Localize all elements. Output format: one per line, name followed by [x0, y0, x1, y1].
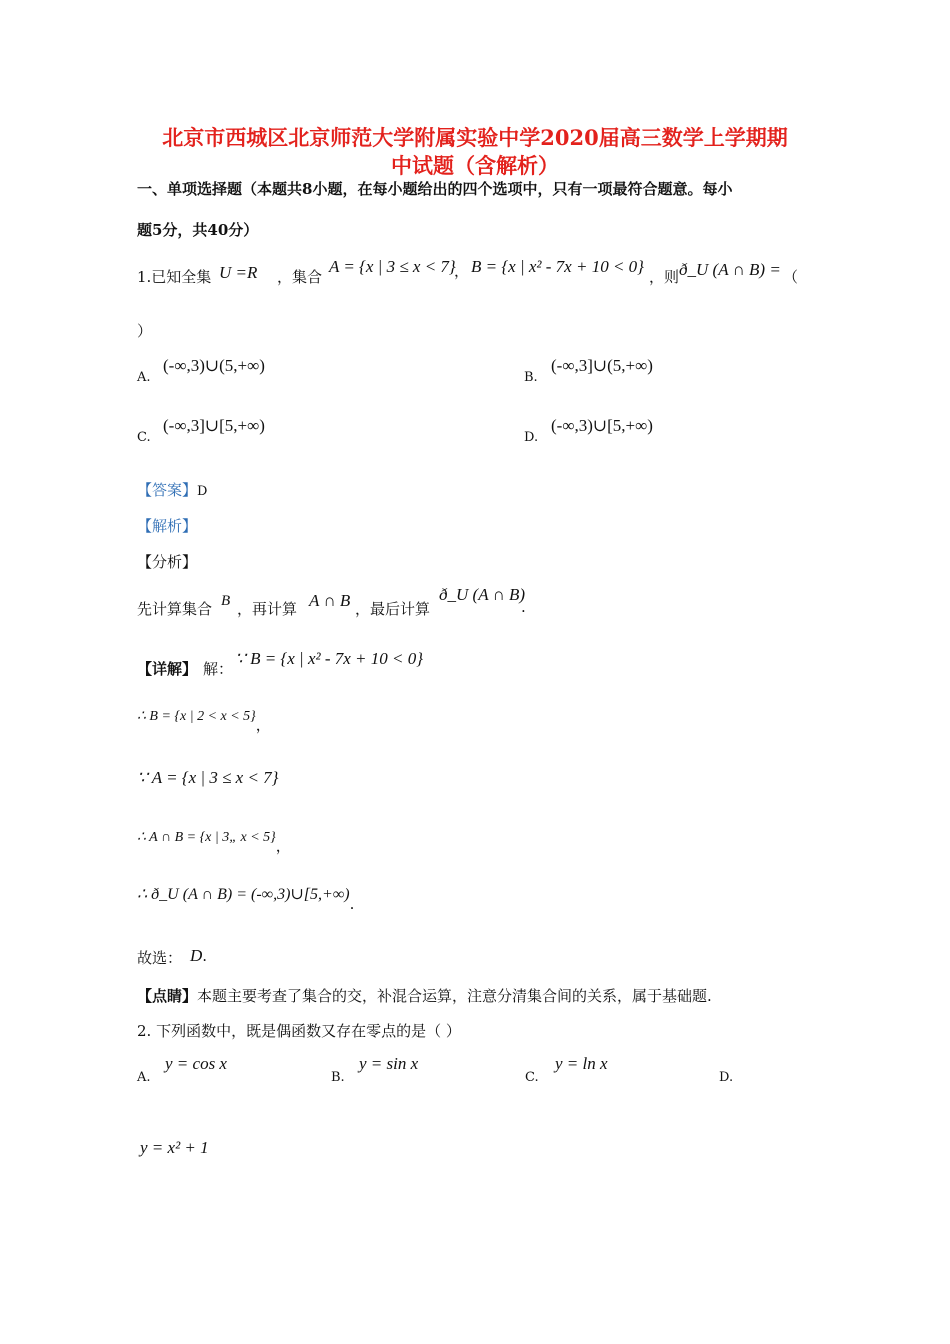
q1-stem-intro: 1.已知全集 [137, 268, 212, 286]
q1-answer-row [137, 479, 207, 500]
document-title-line2: 中试题（含解析） [391, 153, 559, 178]
q2-option-b-label: B. [331, 1070, 345, 1085]
q1-option-b-label: B. [524, 370, 538, 385]
q1-set-b: B = {x | x² - 7x + 10 < 0} [471, 257, 644, 276]
comment-line [137, 985, 712, 1006]
q1-option-c-label: C. [137, 430, 151, 445]
fenxi-intersection: A ∩ B [309, 591, 351, 610]
q1-stem-then: ，则 [649, 268, 680, 286]
q2-option-d-label: D. [719, 1070, 734, 1085]
q1-option-a-label: A. [137, 370, 151, 385]
q1-paren-open: （ [783, 268, 799, 286]
q1-paren-close: ） [137, 322, 153, 340]
q2-option-d-expr: y = x² + 1 [140, 1138, 209, 1157]
q1-option-a-expr: (-∞,3)∪(5,+∞) [163, 356, 265, 375]
detail-set-b: ∵ B = {x | x² - 7x + 10 < 0} [235, 649, 424, 668]
q1-complement: ð_U (A ∩ B) = [679, 260, 781, 279]
choose-period: . [202, 947, 208, 965]
q1-universal-set: U =R [219, 263, 258, 282]
q2-option-b-expr: y = sin x [359, 1054, 419, 1073]
step-4-period: . [349, 895, 355, 913]
q1-option-d-expr: (-∞,3)∪[5,+∞) [551, 416, 653, 435]
answer-tag: 【答案】 [137, 481, 198, 499]
q1-set-a: A = {x | 3 ≤ x < 7} [329, 257, 456, 276]
step-4-expr: ∴ ð_U (A ∩ B) = (-∞,3)∪[5,+∞) [137, 886, 350, 903]
document-title-line1: 北京市西城区北京师范大学附属实验中学2020届高三数学上学期期 [162, 125, 788, 150]
fenxi-tag: 【分析】 [137, 553, 198, 571]
detail-solve: 解： [203, 660, 234, 678]
comment-tag: 【点睛】 [137, 987, 198, 1005]
solution-step-1 [137, 704, 271, 734]
q2-option-c-expr: y = ln x [555, 1054, 608, 1073]
question-2-stem: 2. 下列函数中，既是偶函数又存在零点的是（ ） [137, 1022, 461, 1040]
section-heading-line2: 题5分，共40分） [137, 221, 259, 239]
comment-text: 本题主要考查了集合的交，补混合运算，注意分清集合间的关系，属于基础题. [197, 987, 712, 1005]
step-3-comma: ， [275, 837, 291, 855]
q1-option-d-label: D. [524, 430, 539, 445]
step-1-expr: ∴ B = {x | 2 < x < 5} [137, 709, 256, 724]
choose-line [137, 945, 207, 966]
step-3-expr: ∴ A ∩ B = {x | 3„ x < 5} [137, 830, 276, 845]
analysis-tag: 【解析】 [137, 517, 198, 535]
fenxi-period: . [521, 598, 526, 616]
q2-option-c-label: C. [525, 1070, 539, 1085]
q1-option-b-expr: (-∞,3]∪(5,+∞) [551, 356, 653, 375]
solution-step-3 [137, 825, 291, 855]
choose-text: 故选： [137, 949, 183, 967]
q1-comma: ， [454, 262, 470, 280]
solution-step-4 [137, 884, 355, 913]
section-heading-line1: 一、单项选择题（本题共8小题，在每小题给出的四个选项中，只有一项最符合题意。每小 [137, 180, 733, 198]
q1-option-c-expr: (-∞,3]∪[5,+∞) [163, 416, 265, 435]
solution-step-2: ∵ A = {x | 3 ≤ x < 7} [137, 768, 279, 787]
answer-value: D [197, 484, 208, 499]
fenxi-text-3: ，最后计算 [355, 600, 431, 618]
fenxi-text-1: 先计算集合 [137, 600, 213, 618]
step-1-comma: ， [255, 716, 271, 734]
detail-tag: 【详解】 [137, 660, 198, 678]
q2-option-a-expr: y = cos x [165, 1054, 227, 1073]
fenxi-complement: ð_U (A ∩ B) [439, 585, 526, 604]
q2-option-a-label: A. [137, 1070, 151, 1085]
q1-stem-set-word: ，集合 [277, 268, 323, 286]
fenxi-text-2: ，再计算 [237, 600, 298, 618]
choose-answer: D [190, 946, 203, 965]
fenxi-set-b: B [221, 593, 231, 609]
